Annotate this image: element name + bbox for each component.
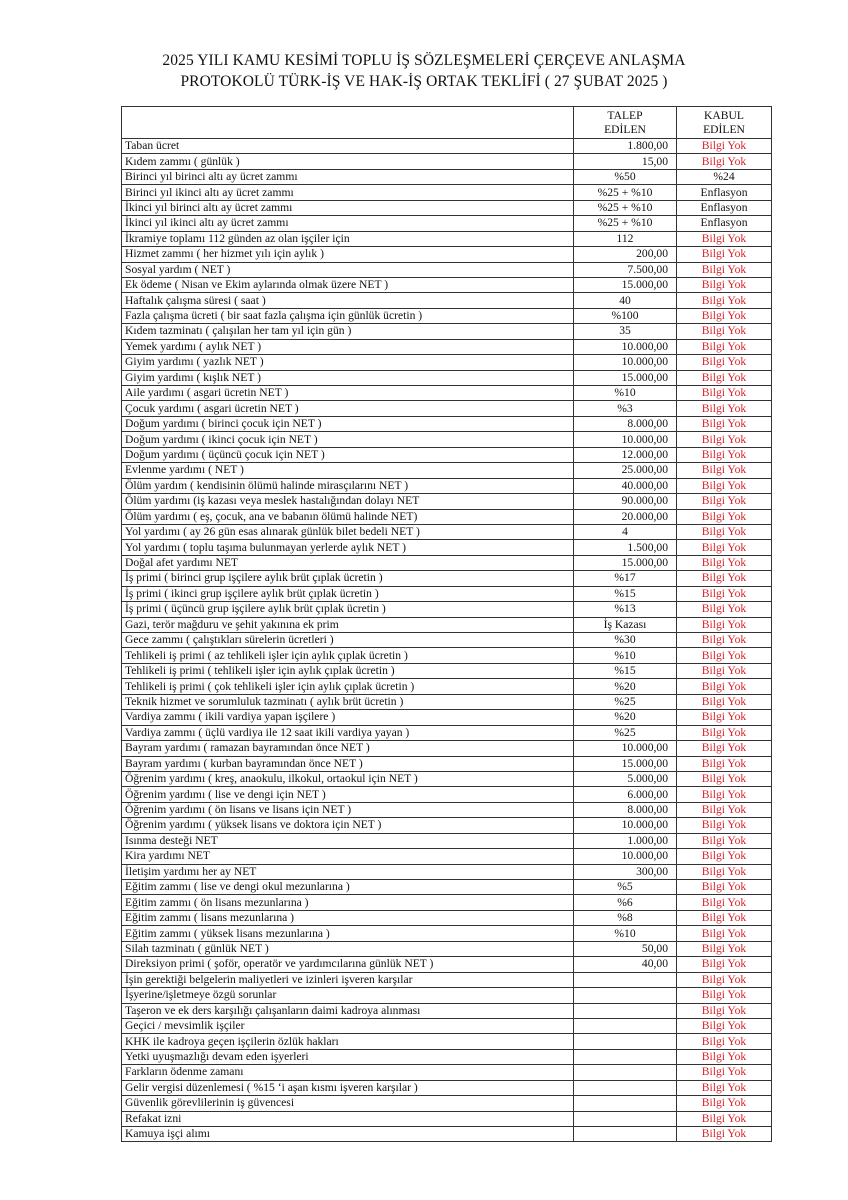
- row-accepted: Bilgi Yok: [677, 355, 772, 370]
- row-item: Bayram yardımı ( ramazan bayramından önce NET ): [122, 741, 574, 756]
- table-row: [122, 509, 772, 524]
- table-row: [122, 524, 772, 539]
- row-requested: %5: [574, 880, 677, 895]
- row-requested: 15,00: [574, 154, 677, 169]
- table-row: [122, 741, 772, 756]
- row-accepted: Bilgi Yok: [677, 463, 772, 478]
- row-requested: 1.800,00: [574, 139, 677, 154]
- row-accepted: Bilgi Yok: [677, 972, 772, 987]
- row-requested: [574, 988, 677, 1003]
- row-item: Giyim yardımı ( yazlık NET ): [122, 355, 574, 370]
- table-row: [122, 910, 772, 925]
- row-accepted: Enflasyon: [677, 216, 772, 231]
- row-requested: %10: [574, 926, 677, 941]
- row-accepted: Bilgi Yok: [677, 648, 772, 663]
- row-requested: 10.000,00: [574, 818, 677, 833]
- table-row: [122, 571, 772, 586]
- row-item: Birinci yıl birinci altı ay ücret zammı: [122, 169, 574, 184]
- row-requested: 1.000,00: [574, 833, 677, 848]
- row-item: Kıdem zammı ( günlük ): [122, 154, 574, 169]
- row-requested: [574, 1127, 677, 1142]
- row-requested: %10: [574, 648, 677, 663]
- row-item: İş primi ( üçüncü grup işçilere aylık brüt çıplak ücretin ): [122, 602, 574, 617]
- row-accepted: Bilgi Yok: [677, 602, 772, 617]
- table-row: [122, 725, 772, 740]
- row-accepted: Bilgi Yok: [677, 1127, 772, 1142]
- row-item: Kamuya işçi alımı: [122, 1127, 574, 1142]
- table-row: [122, 416, 772, 431]
- row-item: Tehlikeli iş primi ( çok tehlikeli işler için aylık çıplak ücretin ): [122, 679, 574, 694]
- row-item: İş primi ( ikinci grup işçilere aylık brüt çıplak ücretin ): [122, 586, 574, 601]
- row-accepted: Bilgi Yok: [677, 895, 772, 910]
- row-accepted: Bilgi Yok: [677, 277, 772, 292]
- row-item: Evlenme yardımı ( NET ): [122, 463, 574, 478]
- row-requested: %30: [574, 633, 677, 648]
- row-item: Fazla çalışma ücreti ( bir saat fazla çalışma için günlük ücretin ): [122, 308, 574, 323]
- row-item: İletişim yardımı her ay NET: [122, 864, 574, 879]
- table-row: [122, 586, 772, 601]
- row-item: Ölüm yardımı ( eş, çocuk, ana ve babanın ölümü halinde NET): [122, 509, 574, 524]
- row-requested: [574, 1049, 677, 1064]
- row-item: Taşeron ve ek ders karşılığı çalışanların daimi kadroya alınması: [122, 1003, 574, 1018]
- row-requested: 7.500,00: [574, 262, 677, 277]
- row-accepted: Bilgi Yok: [677, 663, 772, 678]
- row-item: Eğitim zammı ( yüksek lisans mezunlarına ): [122, 926, 574, 941]
- table-row: [122, 262, 772, 277]
- row-item: İşyerine/işletmeye özgü sorunlar: [122, 988, 574, 1003]
- row-accepted: Bilgi Yok: [677, 416, 772, 431]
- row-item: Direksiyon primi ( şoför, operatör ve yardımcılarına günlük NET ): [122, 957, 574, 972]
- row-accepted: Bilgi Yok: [677, 741, 772, 756]
- proposal-table: [121, 106, 772, 1142]
- row-requested: 10.000,00: [574, 741, 677, 756]
- row-accepted: Bilgi Yok: [677, 633, 772, 648]
- row-item: İşin gerektiği belgelerin maliyetleri ve izinleri işveren karşılar: [122, 972, 574, 987]
- row-item: Silah tazminatı ( günlük NET ): [122, 941, 574, 956]
- table-row: [122, 988, 772, 1003]
- row-item: Yol yardımı ( ay 26 gün esas alınarak günlük bilet bedeli NET ): [122, 524, 574, 539]
- document-title: [0, 50, 848, 92]
- row-accepted: Bilgi Yok: [677, 771, 772, 786]
- table-row: [122, 386, 772, 401]
- row-item: Farkların ödenme zamanı: [122, 1065, 574, 1080]
- row-accepted: Bilgi Yok: [677, 432, 772, 447]
- row-item: Vardiya zammı ( üçlü vardiya ile 12 saat ikili vardiya yayan ): [122, 725, 574, 740]
- row-item: Çocuk yardımı ( asgari ücretin NET ): [122, 401, 574, 416]
- row-accepted: Bilgi Yok: [677, 849, 772, 864]
- row-accepted: Bilgi Yok: [677, 833, 772, 848]
- row-item: Gece zammı ( çalıştıkları sürelerin ücretleri ): [122, 633, 574, 648]
- row-requested: %6: [574, 895, 677, 910]
- row-requested: %3: [574, 401, 677, 416]
- row-item: Vardiya zammı ( ikili vardiya yapan işçilere ): [122, 710, 574, 725]
- row-accepted: Bilgi Yok: [677, 617, 772, 632]
- table-row: [122, 555, 772, 570]
- row-item: Haftalık çalışma süresi ( saat ): [122, 293, 574, 308]
- row-requested: [574, 1018, 677, 1033]
- table-row: [122, 957, 772, 972]
- table-row: [122, 1065, 772, 1080]
- row-accepted: Bilgi Yok: [677, 324, 772, 339]
- table-row: [122, 447, 772, 462]
- row-requested: 12.000,00: [574, 447, 677, 462]
- row-item: Doğum yardımı ( birinci çocuk için NET ): [122, 416, 574, 431]
- row-accepted: Bilgi Yok: [677, 154, 772, 169]
- row-requested: %10: [574, 386, 677, 401]
- row-item: Eğitim zammı ( lise ve dengi okul mezunlarına ): [122, 880, 574, 895]
- row-requested: 10.000,00: [574, 339, 677, 354]
- table-row: [122, 432, 772, 447]
- table-row: [122, 277, 772, 292]
- row-accepted: Bilgi Yok: [677, 293, 772, 308]
- row-accepted: Bilgi Yok: [677, 880, 772, 895]
- row-accepted: Bilgi Yok: [677, 1096, 772, 1111]
- row-requested: %50: [574, 169, 677, 184]
- row-accepted: Bilgi Yok: [677, 370, 772, 385]
- row-accepted: Bilgi Yok: [677, 694, 772, 709]
- table-row: [122, 308, 772, 323]
- row-item: Öğrenim yardımı ( lise ve dengi için NET ): [122, 787, 574, 802]
- table-row: [122, 169, 772, 184]
- header-requested: TALEP EDİLEN: [574, 107, 677, 139]
- table-row: [122, 771, 772, 786]
- header-accepted: KABUL EDİLEN: [677, 107, 772, 139]
- row-requested: 1.500,00: [574, 540, 677, 555]
- table-row: [122, 231, 772, 246]
- row-item: KHK ile kadroya geçen işçilerin özlük hakları: [122, 1034, 574, 1049]
- row-accepted: Bilgi Yok: [677, 247, 772, 262]
- table-row: [122, 540, 772, 555]
- table-row: [122, 972, 772, 987]
- row-requested: 40.000,00: [574, 478, 677, 493]
- row-requested: 10.000,00: [574, 432, 677, 447]
- row-item: Taban ücret: [122, 139, 574, 154]
- row-accepted: Bilgi Yok: [677, 401, 772, 416]
- table-row: [122, 694, 772, 709]
- row-accepted: Bilgi Yok: [677, 1065, 772, 1080]
- table-header-row: [122, 107, 772, 139]
- table-row: [122, 1018, 772, 1033]
- row-requested: %25 + %10: [574, 200, 677, 215]
- row-item: Sosyal yardım ( NET ): [122, 262, 574, 277]
- row-accepted: Bilgi Yok: [677, 586, 772, 601]
- row-accepted: Bilgi Yok: [677, 988, 772, 1003]
- table-row: [122, 941, 772, 956]
- row-requested: %25 + %10: [574, 216, 677, 231]
- row-item: Birinci yıl ikinci altı ay ücret zammı: [122, 185, 574, 200]
- row-item: Tehlikeli iş primi ( az tehlikeli işler için aylık çıplak ücretin ): [122, 648, 574, 663]
- table-row: [122, 617, 772, 632]
- row-accepted: Bilgi Yok: [677, 1049, 772, 1064]
- row-requested: %13: [574, 602, 677, 617]
- row-item: Gazi, terör mağduru ve şehit yakınına ek prim: [122, 617, 574, 632]
- row-accepted: Bilgi Yok: [677, 447, 772, 462]
- row-accepted: Bilgi Yok: [677, 139, 772, 154]
- table-row: [122, 1080, 772, 1095]
- table-row: [122, 339, 772, 354]
- table-row: [122, 401, 772, 416]
- row-item: Gelir vergisi düzenlemesi ( %15 ‘i aşan kısmı işveren karşılar ): [122, 1080, 574, 1095]
- row-item: İkramiye toplamı 112 günden az olan işçiler için: [122, 231, 574, 246]
- row-accepted: %24: [677, 169, 772, 184]
- title-line-1: 2025 YILI KAMU KESİMİ TOPLU İŞ SÖZLEŞMELERİ ÇERÇEVE ANLAŞMA: [162, 52, 686, 69]
- row-requested: 15.000,00: [574, 370, 677, 385]
- table-row: [122, 663, 772, 678]
- row-item: Doğal afet yardımı NET: [122, 555, 574, 570]
- table-row: [122, 756, 772, 771]
- row-item: Ölüm yardımı (iş kazası veya meslek hastalığından dolayı NET: [122, 494, 574, 509]
- row-item: Doğum yardımı ( ikinci çocuk için NET ): [122, 432, 574, 447]
- row-requested: 35: [574, 324, 677, 339]
- row-item: Yemek yardımı ( aylık NET ): [122, 339, 574, 354]
- row-accepted: Enflasyon: [677, 200, 772, 215]
- table-row: [122, 849, 772, 864]
- row-requested: [574, 1080, 677, 1095]
- table-row: [122, 679, 772, 694]
- table-row: [122, 648, 772, 663]
- row-item: Ek ödeme ( Nisan ve Ekim aylarında olmak üzere NET ): [122, 277, 574, 292]
- row-requested: [574, 1111, 677, 1126]
- row-accepted: Bilgi Yok: [677, 478, 772, 493]
- row-accepted: Bilgi Yok: [677, 710, 772, 725]
- row-requested: 25.000,00: [574, 463, 677, 478]
- row-requested: 112: [574, 231, 677, 246]
- row-accepted: Bilgi Yok: [677, 339, 772, 354]
- row-accepted: Bilgi Yok: [677, 818, 772, 833]
- row-item: Ölüm yardım ( kendisinin ölümü halinde mirasçılarını NET ): [122, 478, 574, 493]
- row-requested: İş Kazası: [574, 617, 677, 632]
- row-requested: 15.000,00: [574, 555, 677, 570]
- row-requested: 50,00: [574, 941, 677, 956]
- row-accepted: Bilgi Yok: [677, 509, 772, 524]
- row-accepted: Bilgi Yok: [677, 524, 772, 539]
- table-row: [122, 370, 772, 385]
- row-accepted: Enflasyon: [677, 185, 772, 200]
- table-row: [122, 1127, 772, 1142]
- table-row: [122, 1096, 772, 1111]
- table-row: [122, 200, 772, 215]
- row-accepted: Bilgi Yok: [677, 540, 772, 555]
- row-accepted: Bilgi Yok: [677, 231, 772, 246]
- table-row: [122, 463, 772, 478]
- row-accepted: Bilgi Yok: [677, 1111, 772, 1126]
- row-accepted: Bilgi Yok: [677, 926, 772, 941]
- row-accepted: Bilgi Yok: [677, 308, 772, 323]
- table-row: [122, 247, 772, 262]
- row-item: İkinci yıl ikinci altı ay ücret zammı: [122, 216, 574, 231]
- row-requested: [574, 1065, 677, 1080]
- row-item: Tehlikeli iş primi ( tehlikeli işler için aylık çıplak ücretin ): [122, 663, 574, 678]
- row-accepted: Bilgi Yok: [677, 941, 772, 956]
- row-requested: 10.000,00: [574, 849, 677, 864]
- table-row: [122, 602, 772, 617]
- row-accepted: Bilgi Yok: [677, 1034, 772, 1049]
- row-requested: 40: [574, 293, 677, 308]
- row-accepted: Bilgi Yok: [677, 262, 772, 277]
- row-accepted: Bilgi Yok: [677, 910, 772, 925]
- table-row: [122, 139, 772, 154]
- row-item: İkinci yıl birinci altı ay ücret zammı: [122, 200, 574, 215]
- row-accepted: Bilgi Yok: [677, 571, 772, 586]
- row-requested: 4: [574, 524, 677, 539]
- table-row: [122, 216, 772, 231]
- row-requested: 200,00: [574, 247, 677, 262]
- row-item: Kira yardımı NET: [122, 849, 574, 864]
- row-item: Isınma desteği NET: [122, 833, 574, 848]
- row-requested: %15: [574, 663, 677, 678]
- row-item: Bayram yardımı ( kurban bayramından önce NET ): [122, 756, 574, 771]
- row-requested: %25: [574, 694, 677, 709]
- row-requested: 6.000,00: [574, 787, 677, 802]
- row-item: Eğitim zammı ( ön lisans mezunlarına ): [122, 895, 574, 910]
- row-requested: 40,00: [574, 957, 677, 972]
- row-accepted: Bilgi Yok: [677, 1003, 772, 1018]
- row-requested: [574, 972, 677, 987]
- row-accepted: Bilgi Yok: [677, 1080, 772, 1095]
- row-requested: 5.000,00: [574, 771, 677, 786]
- row-item: Aile yardımı ( asgari ücretin NET ): [122, 386, 574, 401]
- row-requested: %17: [574, 571, 677, 586]
- table-row: [122, 478, 772, 493]
- row-item: Öğrenim yardımı ( ön lisans ve lisans için NET ): [122, 802, 574, 817]
- row-requested: 15.000,00: [574, 277, 677, 292]
- row-accepted: Bilgi Yok: [677, 864, 772, 879]
- row-item: Öğrenim yardımı ( kreş, anaokulu, ilkokul, ortaokul için NET ): [122, 771, 574, 786]
- row-requested: [574, 1034, 677, 1049]
- table-row: [122, 880, 772, 895]
- table-row: [122, 494, 772, 509]
- row-item: Giyim yardımı ( kışlık NET ): [122, 370, 574, 385]
- row-accepted: Bilgi Yok: [677, 1018, 772, 1033]
- row-item: Doğum yardımı ( üçüncü çocuk için NET ): [122, 447, 574, 462]
- row-requested: %25: [574, 725, 677, 740]
- row-accepted: Bilgi Yok: [677, 957, 772, 972]
- title-line-2: PROTOKOLÜ TÜRK-İŞ VE HAK-İŞ ORTAK TEKLİFİ ( 27 ŞUBAT 2025 ): [180, 73, 668, 90]
- table-row: [122, 926, 772, 941]
- row-requested: %100: [574, 308, 677, 323]
- row-requested: 20.000,00: [574, 509, 677, 524]
- row-requested: 300,00: [574, 864, 677, 879]
- table-row: [122, 355, 772, 370]
- header-item: [122, 107, 574, 139]
- row-requested: 15.000,00: [574, 756, 677, 771]
- row-accepted: Bilgi Yok: [677, 756, 772, 771]
- row-requested: %25 + %10: [574, 185, 677, 200]
- row-accepted: Bilgi Yok: [677, 679, 772, 694]
- table-row: [122, 633, 772, 648]
- row-requested: %15: [574, 586, 677, 601]
- row-item: Öğrenim yardımı ( yüksek lisans ve doktora için NET ): [122, 818, 574, 833]
- table-row: [122, 818, 772, 833]
- row-requested: [574, 1003, 677, 1018]
- row-item: Yol yardımı ( toplu taşıma bulunmayan yerlerde aylık NET ): [122, 540, 574, 555]
- row-item: Güvenlik görevlilerinin iş güvencesi: [122, 1096, 574, 1111]
- row-item: Teknik hizmet ve sorumluluk tazminatı ( aylık brüt ücretin ): [122, 694, 574, 709]
- row-accepted: Bilgi Yok: [677, 494, 772, 509]
- row-requested: %20: [574, 679, 677, 694]
- row-item: Kıdem tazminatı ( çalışılan her tam yıl için gün ): [122, 324, 574, 339]
- row-item: Yetki uyuşmazlığı devam eden işyerleri: [122, 1049, 574, 1064]
- row-accepted: Bilgi Yok: [677, 555, 772, 570]
- row-requested: 90.000,00: [574, 494, 677, 509]
- table-row: [122, 1034, 772, 1049]
- table-row: [122, 185, 772, 200]
- table-row: [122, 802, 772, 817]
- table-body: [122, 107, 772, 1142]
- row-requested: [574, 1096, 677, 1111]
- row-accepted: Bilgi Yok: [677, 787, 772, 802]
- row-item: Refakat izni: [122, 1111, 574, 1126]
- row-item: Eğitim zammı ( lisans mezunlarına ): [122, 910, 574, 925]
- table-row: [122, 154, 772, 169]
- row-item: Hizmet zammı ( her hizmet yılı için aylık ): [122, 247, 574, 262]
- row-accepted: Bilgi Yok: [677, 725, 772, 740]
- table-row: [122, 293, 772, 308]
- table-row: [122, 833, 772, 848]
- table-row: [122, 1111, 772, 1126]
- row-item: Geçici / mevsimlik işçiler: [122, 1018, 574, 1033]
- table-row: [122, 895, 772, 910]
- table-row: [122, 1049, 772, 1064]
- table-row: [122, 864, 772, 879]
- row-requested: %20: [574, 710, 677, 725]
- row-requested: %8: [574, 910, 677, 925]
- row-requested: 10.000,00: [574, 355, 677, 370]
- table-row: [122, 710, 772, 725]
- table-row: [122, 1003, 772, 1018]
- row-item: İş primi ( birinci grup işçilere aylık brüt çıplak ücretin ): [122, 571, 574, 586]
- table-row: [122, 787, 772, 802]
- row-requested: 8.000,00: [574, 416, 677, 431]
- table-row: [122, 324, 772, 339]
- row-requested: 8.000,00: [574, 802, 677, 817]
- row-accepted: Bilgi Yok: [677, 386, 772, 401]
- row-accepted: Bilgi Yok: [677, 802, 772, 817]
